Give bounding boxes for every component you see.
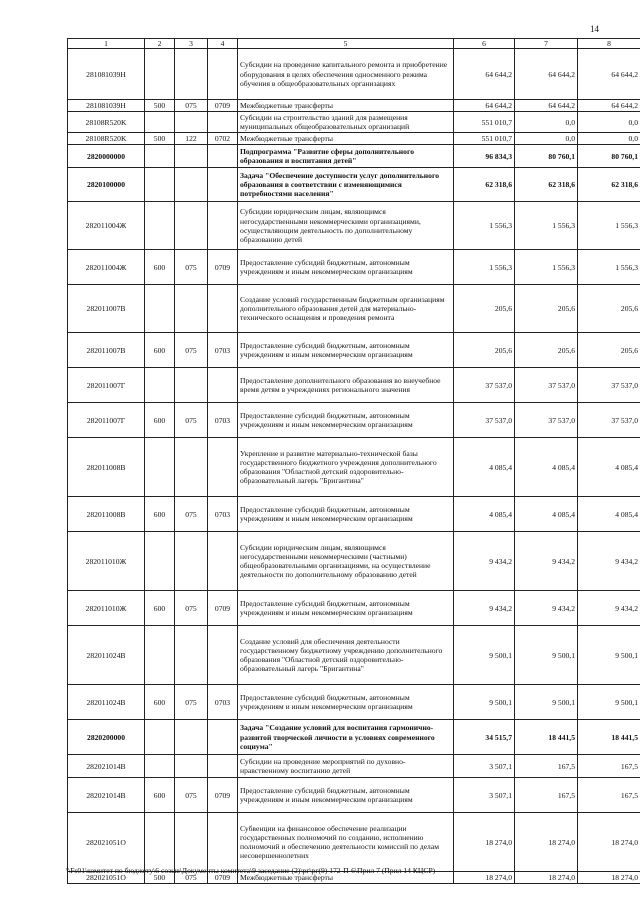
row-code: 282011004Ж bbox=[68, 250, 145, 285]
table-row bbox=[68, 720, 640, 755]
section-code bbox=[208, 532, 238, 591]
table-row bbox=[68, 591, 640, 626]
amount-year-2: 205,6 bbox=[515, 285, 578, 333]
amount-year-3: 37 537,0 bbox=[578, 403, 640, 438]
row-code: 282021051О bbox=[68, 813, 145, 872]
amount-year-1: 34 515,7 bbox=[454, 720, 515, 755]
table-row bbox=[68, 145, 640, 168]
section-code bbox=[208, 720, 238, 755]
row-code: 282021014В bbox=[68, 778, 145, 813]
amount-year-2: 62 318,6 bbox=[515, 168, 578, 202]
section-code bbox=[208, 202, 238, 250]
ministry-code bbox=[175, 755, 208, 778]
expense-type-code bbox=[145, 532, 175, 591]
row-code: 282011008В bbox=[68, 497, 145, 532]
ministry-code: 122 bbox=[175, 133, 208, 145]
section-code bbox=[208, 285, 238, 333]
row-name: Подпрограмма "Развитие сферы дополнительного образования и воспитания детей" bbox=[238, 145, 454, 168]
ministry-code bbox=[175, 145, 208, 168]
table-row bbox=[68, 778, 640, 813]
amount-year-1: 18 274,0 bbox=[454, 813, 515, 872]
row-code: 28108R520K bbox=[68, 112, 145, 133]
table-row bbox=[68, 133, 640, 145]
ministry-code bbox=[175, 49, 208, 100]
table-row bbox=[68, 202, 640, 250]
amount-year-1: 96 834,3 bbox=[454, 145, 515, 168]
row-code: 282011007Г bbox=[68, 403, 145, 438]
section-code bbox=[208, 626, 238, 685]
amount-year-1: 3 507,1 bbox=[454, 778, 515, 813]
amount-year-1: 3 507,1 bbox=[454, 755, 515, 778]
expense-type-code bbox=[145, 112, 175, 133]
row-code: 2820000000 bbox=[68, 145, 145, 168]
table-row bbox=[68, 813, 640, 872]
section-code: 0703 bbox=[208, 497, 238, 532]
amount-year-2: 0,0 bbox=[515, 112, 578, 133]
column-number-header: 3 bbox=[175, 39, 208, 49]
amount-year-3: 4 085,4 bbox=[578, 438, 640, 497]
page-number: 14 bbox=[590, 24, 599, 34]
expense-type-code: 600 bbox=[145, 497, 175, 532]
amount-year-1: 205,6 bbox=[454, 333, 515, 368]
table-row bbox=[68, 333, 640, 368]
amount-year-1: 551 010,7 bbox=[454, 133, 515, 145]
amount-year-3: 18 274,0 bbox=[578, 813, 640, 872]
table-row bbox=[68, 368, 640, 403]
table-row bbox=[68, 100, 640, 112]
amount-year-3: 9 434,2 bbox=[578, 591, 640, 626]
row-name: Создание условий для обеспечения деятельности государственному бюджетному учреждению дополнительного образования "Областной детский оздоровительно-образовательный лагерь "Бригантина" bbox=[238, 626, 454, 685]
expense-type-code bbox=[145, 202, 175, 250]
amount-year-2: 18 441,5 bbox=[515, 720, 578, 755]
section-code: 0703 bbox=[208, 685, 238, 720]
section-code bbox=[208, 112, 238, 133]
row-code: 281081039Н bbox=[68, 49, 145, 100]
row-name: Субсидии на строительство зданий для размещения муниципальных общеобразовательных организаций bbox=[238, 112, 454, 133]
row-code: 2820200000 bbox=[68, 720, 145, 755]
amount-year-3: 18 441,5 bbox=[578, 720, 640, 755]
section-code: 0709 bbox=[208, 591, 238, 626]
expense-type-code bbox=[145, 755, 175, 778]
amount-year-1: 4 085,4 bbox=[454, 497, 515, 532]
row-name: Предоставление субсидий бюджетным, автономным учреждениям и иным некоммерческим организациям bbox=[238, 591, 454, 626]
row-name: Субвенции на финансовое обеспечение реализации государственных полномочий по созданию, исполнению полномочий и обеспечению деятельности комиссий по делам несовершеннолетних bbox=[238, 813, 454, 872]
amount-year-1: 64 644,2 bbox=[454, 49, 515, 100]
amount-year-2: 64 644,2 bbox=[515, 49, 578, 100]
column-number-header: 2 bbox=[145, 39, 175, 49]
ministry-code: 075 bbox=[175, 497, 208, 532]
row-name: Субсидии юридическим лицам, являющимся негосударственными некоммерческими (частными) общеобразовательными организациями, на осуществление деятельности по дополнительному образованию детей bbox=[238, 532, 454, 591]
section-code: 0709 bbox=[208, 250, 238, 285]
row-name: Межбюджетные трансферты bbox=[238, 100, 454, 112]
expense-type-code bbox=[145, 720, 175, 755]
amount-year-1: 9 500,1 bbox=[454, 685, 515, 720]
expense-type-code: 600 bbox=[145, 778, 175, 813]
row-name: Предоставление субсидий бюджетным, автономным учреждениям и иным некоммерческим организациям bbox=[238, 497, 454, 532]
row-name: Задача "Обеспечение доступности услуг дополнительного образования в соответствии с изменяющимися потребностями населения" bbox=[238, 168, 454, 202]
amount-year-3: 64 644,2 bbox=[578, 49, 640, 100]
ministry-code bbox=[175, 112, 208, 133]
amount-year-1: 1 556,3 bbox=[454, 202, 515, 250]
ministry-code: 075 bbox=[175, 685, 208, 720]
row-code: 28108R520K bbox=[68, 133, 145, 145]
amount-year-3: 0,0 bbox=[578, 112, 640, 133]
amount-year-1: 64 644,2 bbox=[454, 100, 515, 112]
row-name: Задача "Создание условий для воспитания гармонично-развитой творческой личности в условиях современного социума" bbox=[238, 720, 454, 755]
amount-year-1: 551 010,7 bbox=[454, 112, 515, 133]
column-number-header: 4 bbox=[208, 39, 238, 49]
expense-type-code: 600 bbox=[145, 685, 175, 720]
amount-year-1: 9 434,2 bbox=[454, 532, 515, 591]
expense-type-code: 500 bbox=[145, 133, 175, 145]
row-name: Предоставление субсидий бюджетным, автономным учреждениям и иным некоммерческим организациям bbox=[238, 250, 454, 285]
ministry-code bbox=[175, 168, 208, 202]
section-code bbox=[208, 438, 238, 497]
table-row bbox=[68, 685, 640, 720]
row-name: Субсидии на проведение капитального ремонта и приобретение оборудования в целях обеспечения односменного режима обучения в общеобразовательных организациях bbox=[238, 49, 454, 100]
ministry-code bbox=[175, 285, 208, 333]
expense-type-code: 600 bbox=[145, 333, 175, 368]
expense-type-code bbox=[145, 49, 175, 100]
amount-year-1: 1 556,3 bbox=[454, 250, 515, 285]
amount-year-3: 62 318,6 bbox=[578, 168, 640, 202]
row-code: 281081039Н bbox=[68, 100, 145, 112]
ministry-code: 075 bbox=[175, 250, 208, 285]
row-code: 282011010Ж bbox=[68, 532, 145, 591]
table-row bbox=[68, 532, 640, 591]
amount-year-3: 205,6 bbox=[578, 333, 640, 368]
ministry-code: 075 bbox=[175, 872, 208, 884]
table-row bbox=[68, 168, 640, 202]
row-code: 282011007В bbox=[68, 333, 145, 368]
expense-type-code: 600 bbox=[145, 403, 175, 438]
row-code: 2820100000 bbox=[68, 168, 145, 202]
section-code bbox=[208, 813, 238, 872]
table-row bbox=[68, 626, 640, 685]
ministry-code bbox=[175, 626, 208, 685]
table-row bbox=[68, 755, 640, 778]
row-code: 282011007В bbox=[68, 285, 145, 333]
column-number-header: 8 bbox=[578, 39, 640, 49]
row-code: 282011007Г bbox=[68, 368, 145, 403]
row-code: 282011008В bbox=[68, 438, 145, 497]
amount-year-3: 9 500,1 bbox=[578, 685, 640, 720]
section-code bbox=[208, 755, 238, 778]
amount-year-1: 37 537,0 bbox=[454, 368, 515, 403]
amount-year-3: 4 085,4 bbox=[578, 497, 640, 532]
ministry-code bbox=[175, 202, 208, 250]
amount-year-2: 1 556,3 bbox=[515, 250, 578, 285]
section-code: 0703 bbox=[208, 403, 238, 438]
row-name: Межбюджетные трансферты bbox=[238, 872, 454, 884]
table-row bbox=[68, 285, 640, 333]
amount-year-3: 18 274,0 bbox=[578, 872, 640, 884]
amount-year-3: 167,5 bbox=[578, 778, 640, 813]
expense-type-code bbox=[145, 438, 175, 497]
section-code: 0702 bbox=[208, 133, 238, 145]
amount-year-3: 1 556,3 bbox=[578, 202, 640, 250]
amount-year-2: 9 434,2 bbox=[515, 532, 578, 591]
amount-year-2: 4 085,4 bbox=[515, 497, 578, 532]
expense-type-code bbox=[145, 145, 175, 168]
expense-type-code bbox=[145, 168, 175, 202]
column-number-header: 5 bbox=[238, 39, 454, 49]
amount-year-2: 9 500,1 bbox=[515, 626, 578, 685]
row-code: 282011010Ж bbox=[68, 591, 145, 626]
row-code: 282011004Ж bbox=[68, 202, 145, 250]
table-row bbox=[68, 403, 640, 438]
amount-year-3: 80 760,1 bbox=[578, 145, 640, 168]
amount-year-2: 1 556,3 bbox=[515, 202, 578, 250]
section-code bbox=[208, 168, 238, 202]
section-code: 0703 bbox=[208, 333, 238, 368]
expense-type-code: 500 bbox=[145, 100, 175, 112]
column-number-row bbox=[68, 39, 640, 49]
ministry-code: 075 bbox=[175, 778, 208, 813]
amount-year-2: 37 537,0 bbox=[515, 403, 578, 438]
row-name: Предоставление субсидий бюджетным, автономным учреждениям и иным некоммерческим организациям bbox=[238, 403, 454, 438]
amount-year-3: 0,0 bbox=[578, 133, 640, 145]
amount-year-3: 9 434,2 bbox=[578, 532, 640, 591]
amount-year-2: 9 434,2 bbox=[515, 591, 578, 626]
ministry-code: 075 bbox=[175, 591, 208, 626]
amount-year-3: 167,5 bbox=[578, 755, 640, 778]
expense-type-code bbox=[145, 813, 175, 872]
amount-year-3: 37 537,0 bbox=[578, 368, 640, 403]
ministry-code bbox=[175, 720, 208, 755]
expense-type-code: 500 bbox=[145, 872, 175, 884]
section-code: 0709 bbox=[208, 100, 238, 112]
row-code: 282021014В bbox=[68, 755, 145, 778]
row-name: Создание условий государственным бюджетным организациям дополнительного образования детей для материально-технического оснащения и проведения ремонта bbox=[238, 285, 454, 333]
ministry-code bbox=[175, 368, 208, 403]
section-code bbox=[208, 368, 238, 403]
ministry-code bbox=[175, 438, 208, 497]
table-row bbox=[68, 438, 640, 497]
section-code: 0709 bbox=[208, 778, 238, 813]
amount-year-2: 18 274,0 bbox=[515, 813, 578, 872]
amount-year-3: 205,6 bbox=[578, 285, 640, 333]
amount-year-2: 167,5 bbox=[515, 778, 578, 813]
row-name: Предоставление субсидий бюджетным, автономным учреждениям и иным некоммерческим организациям bbox=[238, 778, 454, 813]
row-code: 282011024В bbox=[68, 685, 145, 720]
table-row bbox=[68, 49, 640, 100]
section-code bbox=[208, 49, 238, 100]
amount-year-1: 18 274,0 bbox=[454, 872, 515, 884]
ministry-code: 075 bbox=[175, 100, 208, 112]
row-name: Укрепление и развитие материально-технической базы государственного бюджетного учреждения дополнительного образования "Областной детский оздоровительно-образовательный лагерь "Бригантина" bbox=[238, 438, 454, 497]
expense-type-code bbox=[145, 285, 175, 333]
expense-type-code bbox=[145, 626, 175, 685]
expense-type-code: 600 bbox=[145, 250, 175, 285]
table-row bbox=[68, 250, 640, 285]
section-code: 0709 bbox=[208, 872, 238, 884]
row-code: 282011024В bbox=[68, 626, 145, 685]
amount-year-3: 9 500,1 bbox=[578, 626, 640, 685]
row-name: Предоставление субсидий бюджетным, автономным учреждениям и иным некоммерческим организациям bbox=[238, 685, 454, 720]
row-name: Предоставление дополнительного образования во внеучебное время детям в учреждениях регионального значения bbox=[238, 368, 454, 403]
amount-year-1: 205,6 bbox=[454, 285, 515, 333]
amount-year-1: 62 318,6 bbox=[454, 168, 515, 202]
section-code bbox=[208, 145, 238, 168]
amount-year-2: 0,0 bbox=[515, 133, 578, 145]
amount-year-3: 64 644,2 bbox=[578, 100, 640, 112]
amount-year-1: 9 434,2 bbox=[454, 591, 515, 626]
row-name: Субсидии юридическим лицам, являющимся негосударственными некоммерческими организациями, осуществляющим деятельность по дополнительному образованию детей bbox=[238, 202, 454, 250]
amount-year-1: 4 085,4 bbox=[454, 438, 515, 497]
amount-year-2: 64 644,2 bbox=[515, 100, 578, 112]
amount-year-2: 9 500,1 bbox=[515, 685, 578, 720]
amount-year-2: 37 537,0 bbox=[515, 368, 578, 403]
expense-type-code bbox=[145, 368, 175, 403]
row-name: Межбюджетные трансферты bbox=[238, 133, 454, 145]
amount-year-2: 167,5 bbox=[515, 755, 578, 778]
table-row bbox=[68, 497, 640, 532]
column-number-header: 7 bbox=[515, 39, 578, 49]
ministry-code bbox=[175, 813, 208, 872]
amount-year-3: 1 556,3 bbox=[578, 250, 640, 285]
amount-year-2: 18 274,0 bbox=[515, 872, 578, 884]
row-code: 282021051О bbox=[68, 872, 145, 884]
column-number-header: 1 bbox=[68, 39, 145, 49]
table-row bbox=[68, 112, 640, 133]
file-path-footer: \\Fs01\комитет по бюджету\6 созыв\Документы комитета\9 заседание (2)\рг\рг(9) 172-П-6\Прил 7 (Прил 14 КЦСР) bbox=[66, 866, 436, 875]
ministry-code: 075 bbox=[175, 403, 208, 438]
budget-table bbox=[67, 38, 640, 884]
ministry-code: 075 bbox=[175, 333, 208, 368]
row-name: Предоставление субсидий бюджетным, автономным учреждениям и иным некоммерческим организациям bbox=[238, 333, 454, 368]
amount-year-2: 205,6 bbox=[515, 333, 578, 368]
amount-year-1: 9 500,1 bbox=[454, 626, 515, 685]
column-number-header: 6 bbox=[454, 39, 515, 49]
amount-year-2: 80 760,1 bbox=[515, 145, 578, 168]
row-name: Субсидии на проведение мероприятий по духовно-нравственному воспитанию детей bbox=[238, 755, 454, 778]
expense-type-code: 600 bbox=[145, 591, 175, 626]
amount-year-1: 37 537,0 bbox=[454, 403, 515, 438]
amount-year-2: 4 085,4 bbox=[515, 438, 578, 497]
ministry-code bbox=[175, 532, 208, 591]
